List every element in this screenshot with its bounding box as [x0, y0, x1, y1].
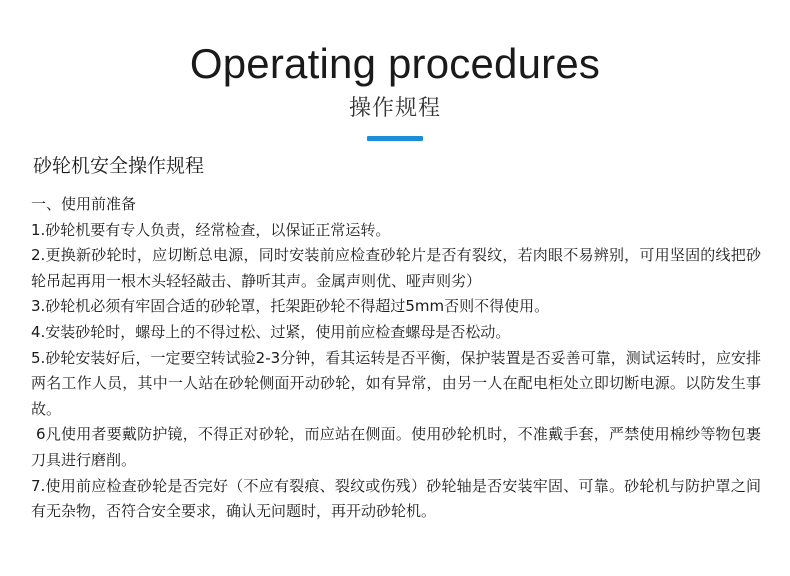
rule-item-6: 6凡使用者要戴防护镜，不得正对砂轮，而应站在侧面。使用砂轮机时，不准戴手套，严禁使用棉纱等物包裹刀具进行磨削。 — [31, 425, 761, 469]
rule-item-1: 1.砂轮机要有专人负责，经常检查，以保证正常运转。 — [31, 220, 391, 239]
page-header — [0, 36, 790, 141]
accent-divider — [367, 136, 423, 141]
rule-item-2: 2.更换新砂轮时，应切断总电源，同时安装前应检查砂轮片是否有裂纹，若肉眼不易辨别，可用坚固的线把砂轮吊起再用一根木头轻轻敲击、静听其声。金属声则优、哑声则劣） — [31, 246, 761, 290]
document-body — [31, 192, 761, 525]
title-english: Operating procedures — [189, 40, 601, 87]
rule-item-5: 5.砂轮安装好后，一定要空转试验2-3分钟，看其运转是否平衡，保护装置是否妥善可靠，测试运转时，应安排两名工作人员，其中一人站在砂轮侧面开动砂轮，如有异常，由另一人在配电柜处立即切断电源。以防发生事故。 — [31, 348, 761, 418]
document-title: 砂轮机安全操作规程 — [33, 155, 205, 177]
rule-item-7: 7.使用前应检查砂轮是否完好（不应有裂痕、裂纹或伤残）砂轮轴是否安装牢固、可靠。砂轮机与防护罩之间有无杂物，否符合安全要求，确认无问题时，再开动砂轮机。 — [31, 476, 761, 521]
rule-item-4: 4.安装砂轮时，螺母上的不得过松、过紧，使用前应检查螺母是否松动。 — [31, 322, 511, 341]
title-chinese: 操作规程 — [348, 96, 441, 121]
rule-item-3: 3.砂轮机必须有牢固合适的砂轮罩，托架距砂轮不得超过5mm否则不得使用。 — [31, 297, 550, 316]
section-heading: 一、使用前准备 — [31, 195, 137, 213]
